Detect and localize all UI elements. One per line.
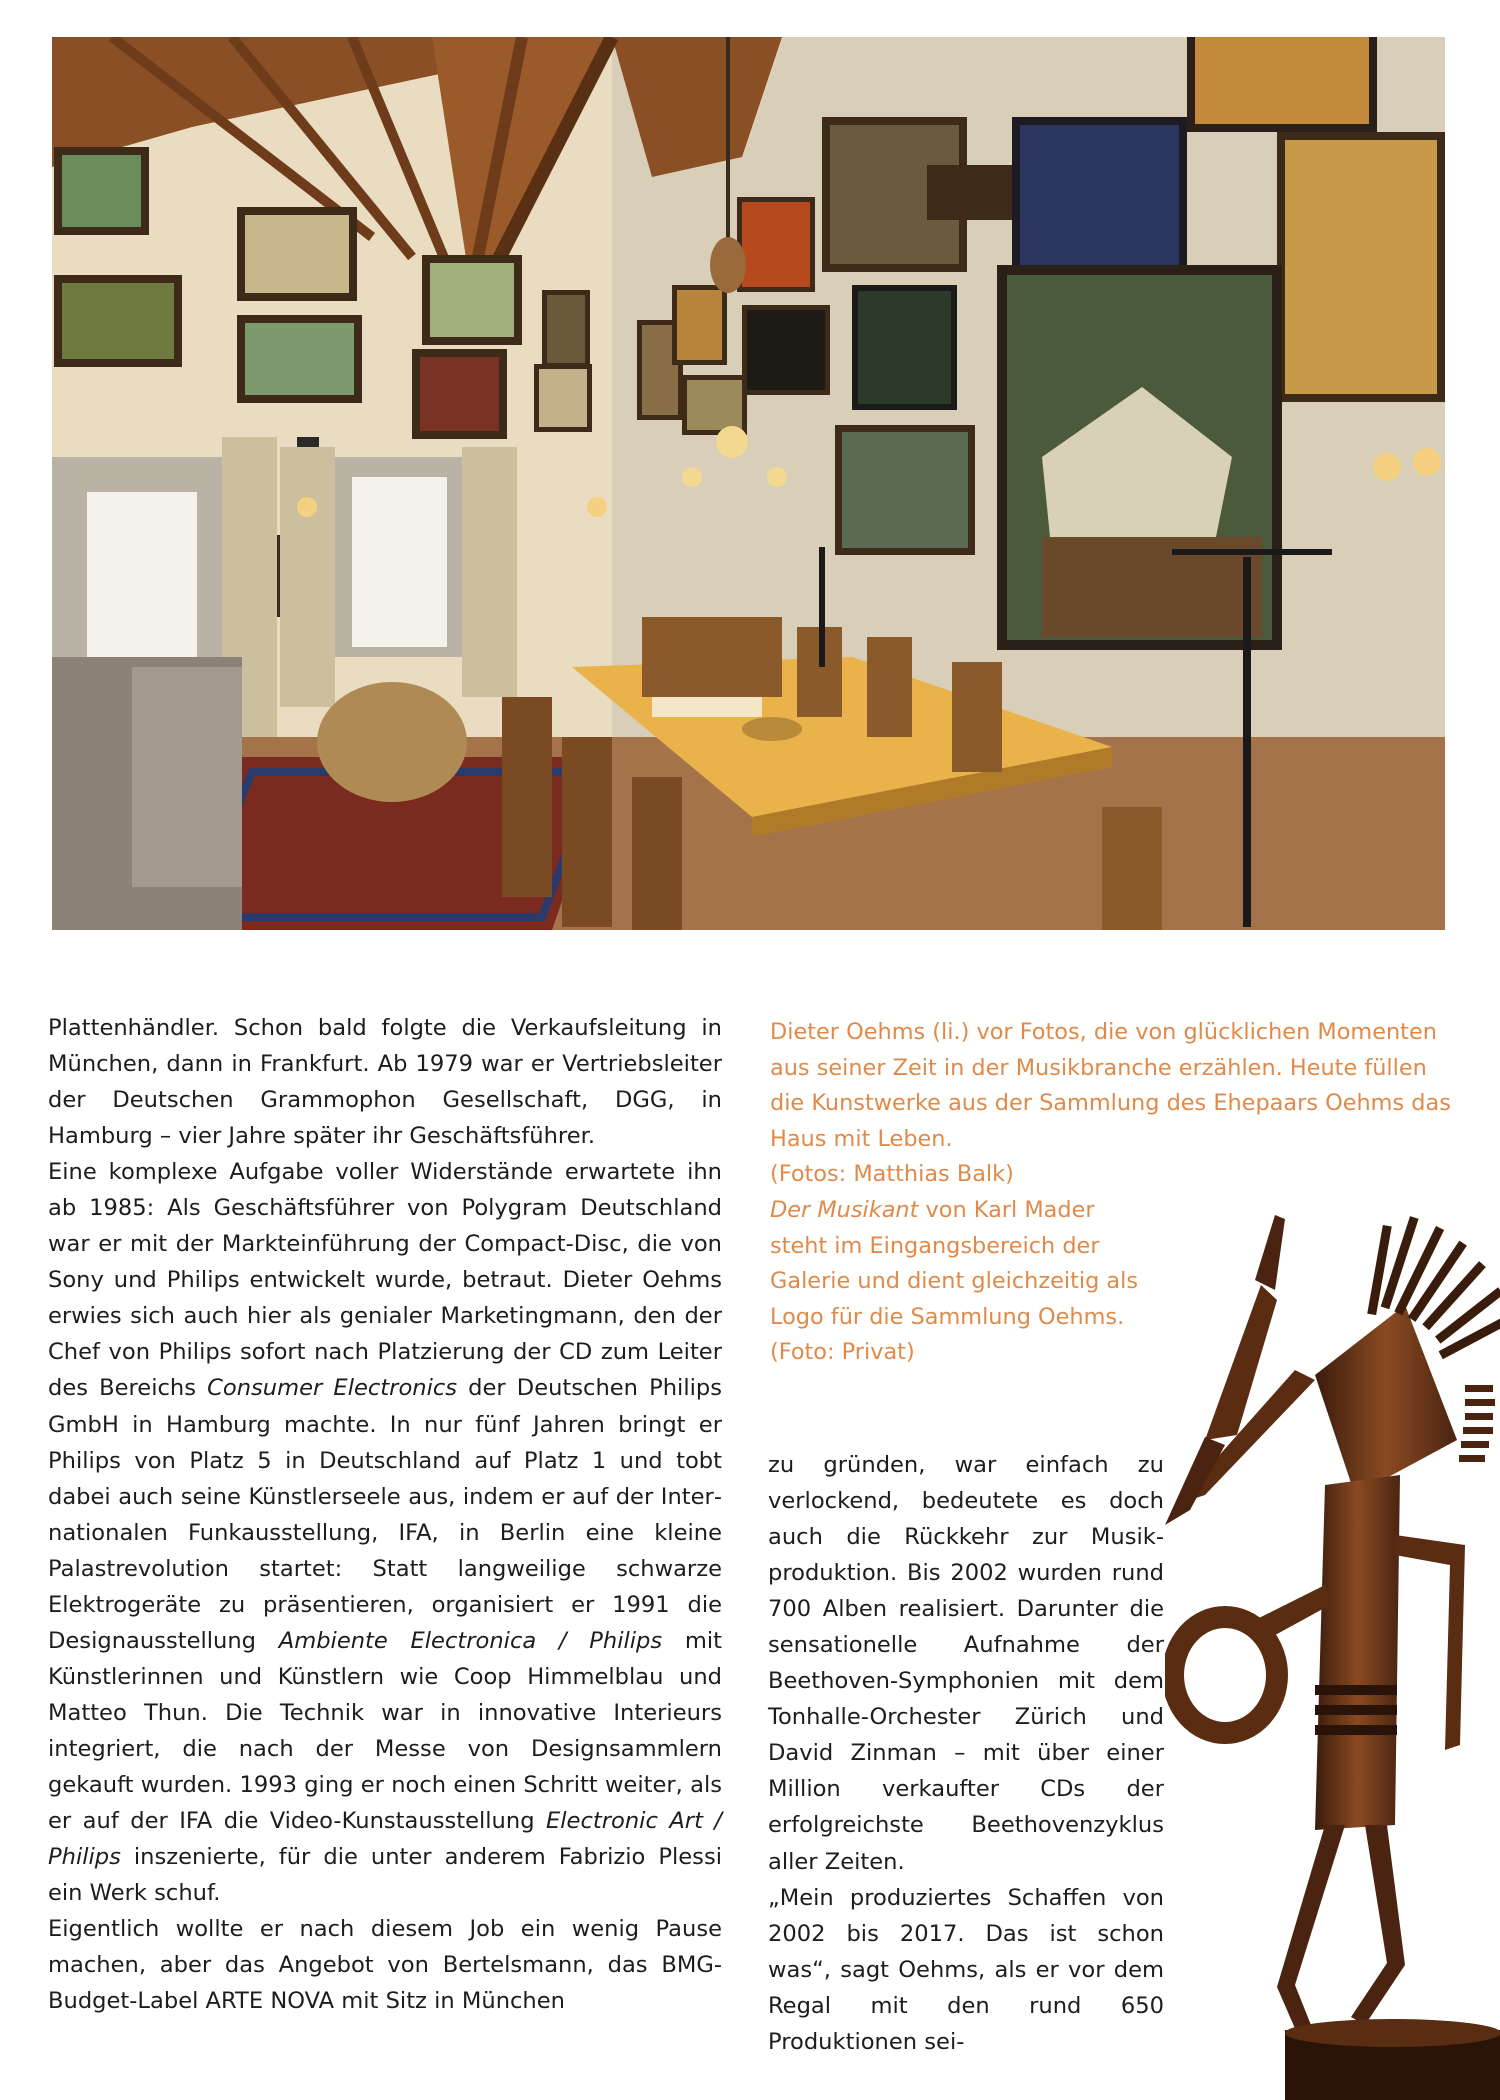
paragraph: zu gründen, war einfach zu verlockend, bedeutete es doch auch die Rückkehr zur Musikproduktion. Bis 2002 wurden rund 700 Alben realisiert. Darunter die sensationelle Aufnahme der Beethoven-Symphonien mit dem Tonhalle-Orchester Zürich und David Zinman – mit über einer Million verkaufter CDs der erfolgreichste Beethovenzyklus aller Zeiten.: [768, 1452, 1164, 1875]
interior-photo-illustration: [52, 37, 1445, 930]
paragraph: Plattenhändler. Schon bald folgte die Verkaufsleitung in München, dann in Frankfurt. Ab 1979 war er Vertriebsleiter der Deutschen Grammophon Gesellschaft, DGG, in Hamburg – vier Jahre später ihr Geschäftsführer.: [48, 1015, 722, 1150]
body-text-right: [768, 1447, 1164, 2060]
paragraph: Eigentlich wollte er nach diesem Job ein wenig Pause machen, aber das Angebot von Bertelsmann, das BMG-Budget-Label ARTE NOVA mit Sitz in München: [48, 1916, 722, 2015]
interior-photo: [52, 37, 1445, 930]
text-run: inszenierte, für die unter anderem Fabrizio Plessi ein Werk schuf.: [48, 1844, 722, 1907]
caption-photo: Dieter Oehms (li.) vor Fotos, die von glücklichen Momenten aus seiner Zeit in der Musikbranche erzählen. Heute füllen die Kunstwerke aus der Sammlung des Ehepaars Oehms das Haus mit Leben.: [770, 1019, 1451, 1152]
caption-credit: (Fotos: Matthias Balk): [770, 1161, 1014, 1188]
text-run: mit Künstlerinnen und Künstlern wie Coop Himmelblau und Matteo Thun. Die Technik war in innovative Interieurs integriert, die nach der Messe von Designsammlern gekauft wurden. 1993 ging er noch einen Schritt weiter, als er auf der IFA die Video-Kunstausstellung: [48, 1627, 722, 1835]
emphasis: Consumer Electronics: [207, 1375, 458, 1402]
paragraph: [48, 1154, 722, 1911]
caption-sculpture: [770, 1193, 1150, 1371]
text-run: Eine komplexe Aufgabe voller Widerstände erwartete ihn ab 1985: Als Geschäftsführer von Polygram Deutschland war er mit der Markteinführung der Compact-Disc, die von Sony und Philips entwickelt wurde, betraut. Dieter Oehms erwies sich auch hier als genialer Marketingmann, den der Chef von Philips sofort nach Platzierung der CD zum Leiter des Bereichs: [48, 1159, 722, 1402]
text-run: der Deutschen Philips GmbH in Hamburg machte. In nur fünf Jahren bringt er Philips von Platz 5 in Deutschland auf Platz 1 und tobt dabei auch seine Künstlerseele aus, indem er auf der Internationalen Funkausstellung, IFA, in Berlin eine kleine Palastrevolution startet: Statt langweilige schwarze Elektrogeräte zu präsentieren, organisiert er 1991 die Designausstellung: [48, 1375, 722, 1654]
emphasis: Electronic Art / Philips: [48, 1808, 722, 1871]
sculpture-image: [1165, 1205, 1500, 2100]
emphasis: Ambiente Electronica / Philips: [278, 1627, 663, 1654]
musikant-sculpture: [1165, 1205, 1500, 2100]
body-text-left: [48, 1010, 722, 2019]
artwork-title: Der Musikant: [770, 1196, 919, 1223]
paragraph: „Mein produziertes Schaffen von 2002 bis 2017. Das ist schon was“, sagt Oehms, als er vor dem Regal mit den rund 650 Produktionen sei-: [768, 1884, 1164, 2055]
text-run: von Karl Mader steht im Eingangsbereich der Galerie und dient gleichzeitig als Logo für die Sammlung Oehms. (Foto: Privat): [770, 1196, 1139, 1366]
